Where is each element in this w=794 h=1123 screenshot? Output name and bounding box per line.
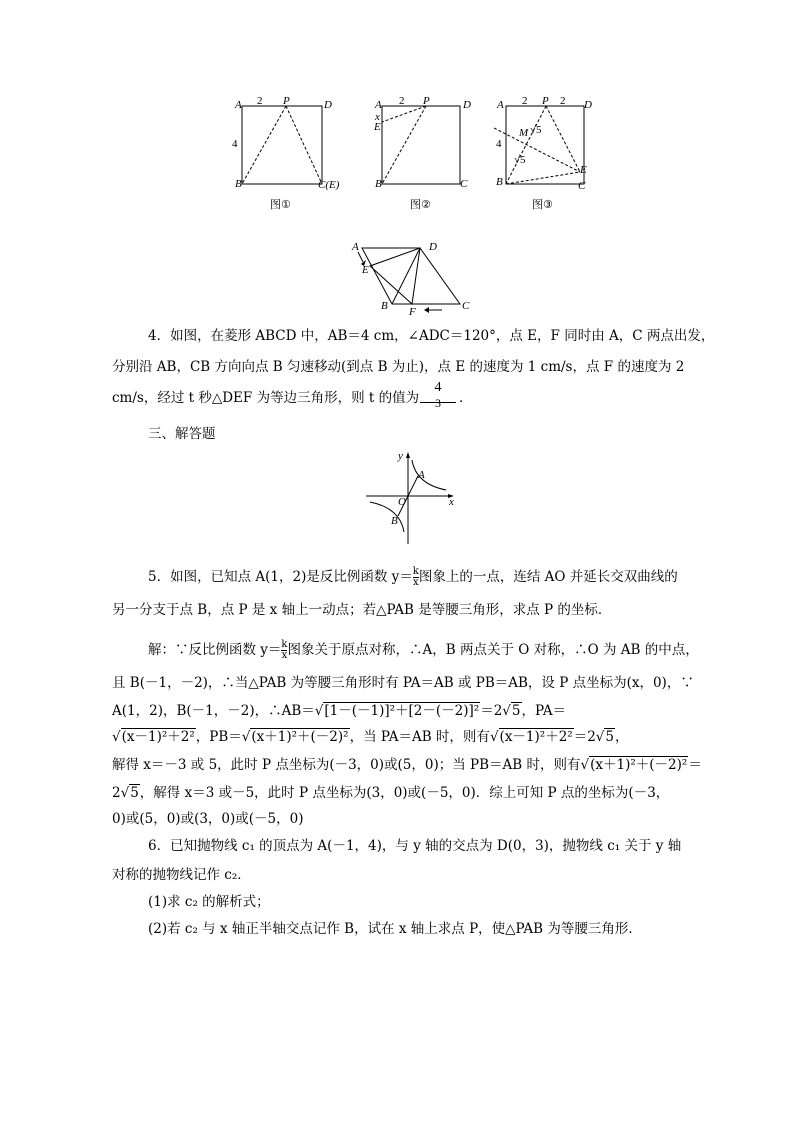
fig3-line-be — [506, 172, 580, 184]
rhombus-abcd — [362, 248, 460, 304]
sol-l6-root: 5 — [130, 785, 139, 801]
q5-frac-k: k — [412, 566, 419, 577]
fig1-square — [242, 106, 322, 184]
graph-label-x: x — [449, 496, 454, 508]
sol-l3-d: ，PA＝ — [521, 703, 567, 719]
sol-frac-x: x — [281, 650, 288, 661]
sol-l1-b: 图象关于原点对称，∴A，B 两点关于 O 对称，∴O 为 AB 的中点， — [287, 642, 699, 658]
sol-l3-b: ＝2 — [480, 703, 503, 719]
fig3-label-m: M — [519, 127, 529, 139]
fig3-label-e: E — [580, 164, 587, 176]
fig3-label-2b: 2 — [560, 95, 566, 107]
sol-l4-radical-2: (x＋1)²＋(－2)² — [251, 729, 349, 745]
fig1-label-a: A — [235, 99, 242, 111]
graph-label-a: A — [418, 469, 425, 481]
graph-label-b: B — [391, 515, 398, 527]
y-axis-arrow — [406, 452, 410, 458]
sol-line-7: 0)或(5，0)或(3，0)或(－5，0) — [112, 811, 304, 827]
fig1-label-p: P — [283, 95, 290, 107]
sol-l4-radical-1: (x－1)²＋2² — [121, 729, 195, 745]
sol-l4-c: ＝2 — [573, 729, 596, 745]
sol-l4-e: ， — [615, 729, 629, 745]
q4-line-3: cm/s，经过 t 秒△DEF 为等边三角形，则 t 的值为 — [112, 390, 420, 406]
fig3-label-2a: 2 — [522, 95, 528, 107]
fig2-label-x: x — [375, 111, 380, 123]
fig3-line-pe — [546, 106, 580, 172]
fig3-line-pb — [506, 106, 546, 184]
fig3-label-4: 4 — [496, 138, 502, 150]
q6-part-2: (2)若 c₂ 与 x 轴正半轴交点记作 B，试在 x 轴上求点 P，使△PAB 为等腰三角形． — [148, 921, 642, 937]
sol-l5-b: ＝ — [688, 757, 702, 773]
fig2-label-e: E — [374, 121, 381, 133]
sol-l6-a: 2 — [112, 785, 121, 801]
fig1-label-d: D — [324, 99, 332, 111]
fig3-label-p: P — [542, 95, 549, 107]
q5-frac-x: x — [412, 577, 419, 588]
figure-1 — [228, 92, 338, 192]
fig3-label-d: D — [584, 99, 592, 111]
rhombus-label-a: A — [352, 241, 359, 253]
q4-answer-den: 3 — [435, 396, 441, 410]
q5-line-1 — [148, 567, 678, 588]
fig1-label-c: C(E) — [318, 179, 340, 191]
fig2-square — [382, 106, 460, 184]
sol-l4-a: ，PB＝ — [195, 729, 242, 745]
q4-answer — [420, 380, 460, 410]
rhombus-label-d: D — [429, 241, 437, 253]
graph-label-o: O — [398, 496, 406, 508]
sol-frac-k: k — [281, 639, 288, 650]
q4-answer-num: 4 — [434, 380, 442, 395]
arrow-ae — [358, 252, 363, 262]
sol-l5-a: 解得 x＝－3 或 5，此时 P 点坐标为(－3，0)或(5，0)；当 PB＝AB 时，则有 — [112, 757, 581, 773]
fig3-caption: 图③ — [532, 198, 553, 211]
q4-line-1: 4．如图，在菱形 ABCD 中，AB＝4 cm，∠ADC＝120°，点 E，F 同时由 A，C 两点出发， — [148, 328, 715, 344]
section-3-heading: 三、解答题 — [148, 426, 216, 442]
sol-line-6: 2√5，解得 x＝3 或－5，此时 P 点坐标为(3，0)或(－5，0)．综上可知 P 点的坐标为(－3， — [112, 785, 670, 801]
graph-label-y: y — [398, 450, 403, 462]
sol-line-1 — [148, 640, 699, 661]
sol-l4-root: 5 — [605, 729, 614, 745]
sol-l3-radical: [1－(－1)]²＋[2－(－2)]² — [324, 703, 480, 719]
q6-line-2: 对称的抛物线记作 c₂． — [112, 867, 251, 883]
sol-line-2: 且 B(－1，－2)，∴当△PAB 为等腰三角形时有 PA＝AB 或 PB＝AB，设 P 点坐标为(x，0)，∵ — [112, 675, 694, 691]
q5-line-2: 另一分支于点 B，点 P 是 x 轴上一动点；若△PAB 是等腰三角形，求点 P 的坐标． — [112, 602, 612, 618]
rhombus-label-f: F — [409, 306, 416, 318]
rhombus-label-e: E — [362, 264, 369, 276]
fig1-label-2: 2 — [257, 95, 263, 107]
fig3-label-b: B — [496, 176, 503, 188]
q5-line-1-b: 图象上的一点，连结 AO 并延长交双曲线的 — [418, 569, 678, 585]
fig2-caption: 图② — [410, 198, 431, 211]
fig3-label-a: A — [497, 99, 504, 111]
fig1-line-pc — [286, 106, 322, 184]
fig1-label-4: 4 — [232, 138, 238, 150]
q6-part-1: (1)求 c₂ 的解析式； — [148, 894, 270, 910]
q4-line-3-end: ． — [459, 390, 473, 406]
fig2-label-b: B — [375, 178, 382, 190]
q4-line-2: 分别沿 AB，CB 方向向点 B 匀速移动(到点 B 为止)，点 E 的速度为 1 cm/s，点 F 的速度为 2 — [112, 359, 685, 375]
fig1-caption: 图① — [270, 198, 291, 211]
fig2-label-p: P — [423, 95, 430, 107]
fig3-label-root5a: √5 — [530, 124, 542, 136]
sol-l4-b: ，当 PA＝AB 时，则有 — [349, 729, 490, 745]
q6-line-1: 6．已知抛物线 c₁ 的顶点为 A(－1，4)，与 y 轴的交点为 D(0，3)，抛物线 c₁ 关于 y 轴 — [148, 838, 682, 854]
fig1-label-b: B — [235, 178, 242, 190]
arrow-cf-head — [424, 307, 429, 313]
sol-l5-radical: (x＋1)²＋(－2)² — [590, 757, 688, 773]
sol-line-5: 解得 x＝－3 或 5，此时 P 点坐标为(－3，0)或(5，0)；当 PB＝AB 时，则有√(x＋1)²＋(－2)²＝ — [112, 757, 702, 773]
sol-l3-a: A(1，2)，B(－1，－2)，∴AB＝ — [112, 703, 315, 719]
fig2-label-2: 2 — [399, 95, 405, 107]
sol-l3-root: 5 — [511, 703, 521, 719]
sol-l6-c: ，解得 x＝3 或－5，此时 P 点坐标为(3，0)或(－5，0)．综上可知 P 点的坐标为(－3， — [139, 785, 670, 801]
rhombus-label-c: C — [462, 300, 470, 312]
sol-line-4: √(x－1)²＋2²，PB＝√(x＋1)²＋(－2)²，当 PA＝AB 时，则有√(x－1)²＋2²＝2√5， — [112, 729, 629, 745]
fig2-line-pe — [382, 106, 426, 122]
fig3-label-root5b: √5 — [514, 154, 526, 166]
sol-l4-radical-3: (x－1)²＋2² — [499, 729, 573, 745]
fig1-line-pb — [242, 106, 286, 184]
fig2-label-c: C — [460, 178, 468, 190]
fig2-label-a: A — [375, 99, 382, 111]
fig3-label-c: C — [578, 180, 586, 192]
fig2-label-d: D — [463, 99, 471, 111]
rhombus-label-b: B — [381, 300, 388, 312]
fig2-line-pb — [382, 106, 426, 184]
sol-line-3: A(1，2)，B(－1，－2)，∴AB＝√[1－(－1)]²＋[2－(－2)]²＝2√5，PA＝ — [112, 703, 567, 719]
hyperbola-graph — [360, 448, 460, 548]
sol-l1-a: 解：∵反比例函数 y＝ — [148, 642, 282, 658]
fig3-square — [506, 106, 584, 184]
q5-line-1-a: 5．如图，已知点 A(1，2)是反比例函数 y＝ — [148, 569, 413, 585]
